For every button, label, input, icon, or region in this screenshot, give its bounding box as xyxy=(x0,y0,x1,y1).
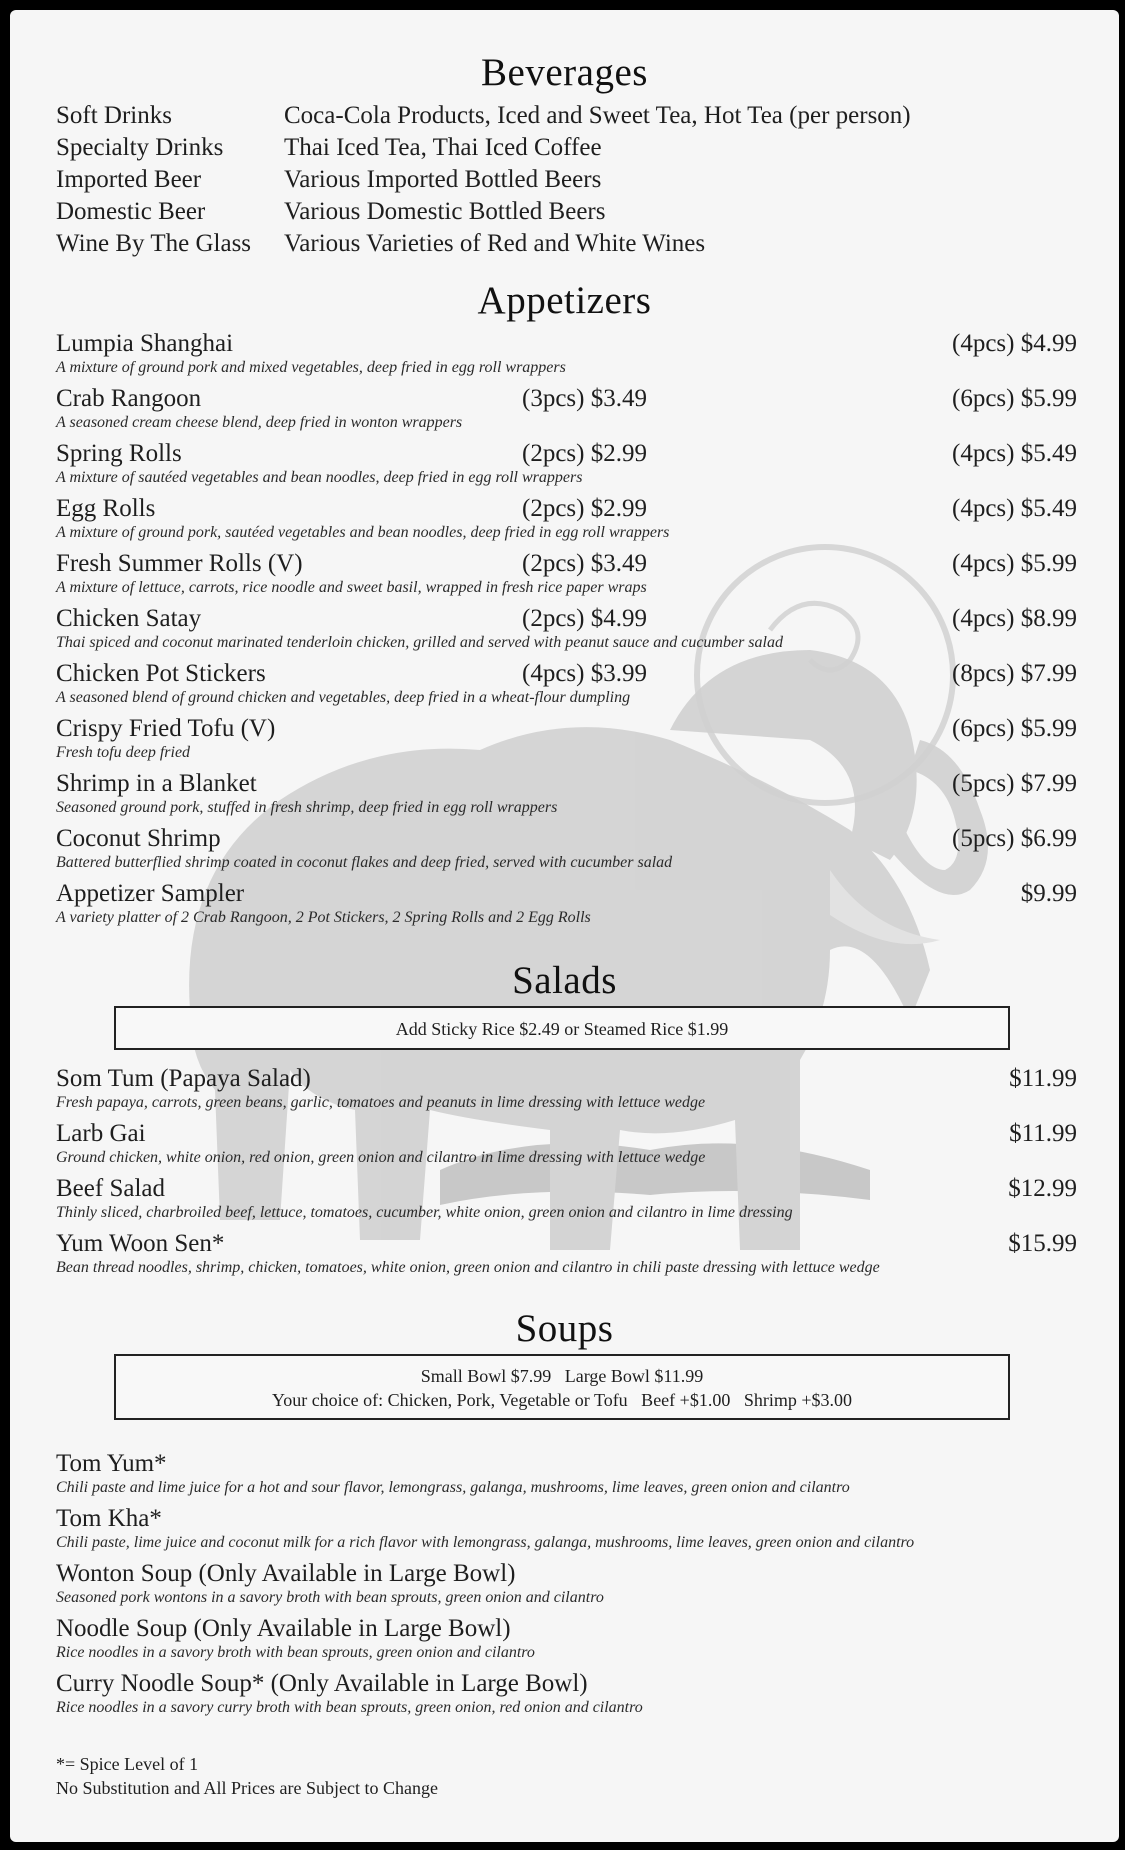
beverage-name: Domestic Beer xyxy=(56,198,206,225)
beverage-row xyxy=(56,134,1066,166)
menu-item xyxy=(56,1065,1077,1120)
beverage-name: Wine By The Glass xyxy=(56,230,252,257)
item-desc: Rice noodles in a savory curry broth with bean sprouts, green onion, red onion and cilantro xyxy=(56,1699,643,1716)
item-price-large: (5pcs) $6.99 xyxy=(952,825,1077,852)
item-name: Egg Rolls xyxy=(56,495,156,522)
item-name: Yum Woon Sen* xyxy=(56,1230,225,1257)
menu-item xyxy=(56,385,1077,440)
beverage-desc: Thai Iced Tea, Thai Iced Coffee xyxy=(284,134,602,161)
beverage-row xyxy=(56,230,1066,262)
item-name: Larb Gai xyxy=(56,1120,146,1147)
menu-item xyxy=(56,605,1077,660)
item-price-large: (4pcs) $5.99 xyxy=(952,550,1077,577)
appetizers-title: Appetizers xyxy=(477,279,652,322)
item-price: $11.99 xyxy=(1009,1065,1077,1092)
salads-title: Salads xyxy=(512,959,617,1002)
item-name: Tom Kha* xyxy=(56,1505,162,1532)
beverage-name: Soft Drinks xyxy=(56,102,172,129)
beverages-title: Beverages xyxy=(481,51,648,94)
item-price-large: (8pcs) $7.99 xyxy=(952,660,1077,687)
item-name: Coconut Shrimp xyxy=(56,825,221,852)
item-name: Wonton Soup (Only Available in Large Bowl) xyxy=(56,1560,516,1587)
item-desc: Chili paste and lime juice for a hot and sour flavor, lemongrass, galanga, mushrooms, lime leaves, green onion and cilantro xyxy=(56,1479,850,1496)
item-price-small: (2pcs) $4.99 xyxy=(522,605,647,632)
beverage-desc: Various Domestic Bottled Beers xyxy=(284,198,606,225)
item-price-small: (2pcs) $2.99 xyxy=(522,440,647,467)
item-price-small: (3pcs) $3.49 xyxy=(522,385,647,412)
item-desc: A seasoned blend of ground chicken and vegetables, deep fried in a wheat-flour dumpling xyxy=(56,689,631,706)
item-desc: A mixture of lettuce, carrots, rice noodle and sweet basil, wrapped in fresh rice paper wraps xyxy=(56,579,647,596)
item-name: Shrimp in a Blanket xyxy=(56,770,257,797)
salads-notice-box xyxy=(114,1006,1010,1050)
item-price-large: $9.99 xyxy=(1020,880,1077,907)
item-price: $11.99 xyxy=(1009,1120,1077,1147)
item-name: Chicken Pot Stickers xyxy=(56,660,266,687)
item-desc: Fresh tofu deep fried xyxy=(56,744,191,761)
item-desc: A variety platter of 2 Crab Rangoon, 2 Pot Stickers, 2 Spring Rolls and 2 Egg Rolls xyxy=(56,909,591,926)
beverage-name: Imported Beer xyxy=(56,166,202,193)
item-desc: A seasoned cream cheese blend, deep fried in wonton wrappers xyxy=(56,414,463,431)
item-desc: Thinly sliced, charbroiled beef, lettuce, tomatoes, cucumber, white onion, green onion and cilantro in lime dressing xyxy=(56,1204,793,1221)
item-desc: Ground chicken, white onion, red onion, green onion and cilantro in lime dressing with lettuce wedge xyxy=(56,1149,706,1166)
menu-item xyxy=(56,825,1077,880)
menu-item xyxy=(56,1230,1077,1285)
item-price-large: (6pcs) $5.99 xyxy=(952,385,1077,412)
menu-item xyxy=(56,770,1077,825)
menu-item xyxy=(56,715,1077,770)
menu-page xyxy=(10,10,1119,1842)
item-price-small: (2pcs) $3.49 xyxy=(522,550,647,577)
menu-item xyxy=(56,660,1077,715)
item-price-large: (4pcs) $5.49 xyxy=(952,440,1077,467)
item-desc: Seasoned ground pork, stuffed in fresh shrimp, deep fried in egg roll wrappers xyxy=(56,799,558,816)
item-name: Som Tum (Papaya Salad) xyxy=(56,1065,311,1092)
soups-notice-sizes: Small Bowl $7.99 Large Bowl $11.99 xyxy=(420,1366,704,1386)
item-price-large: (5pcs) $7.99 xyxy=(952,770,1077,797)
item-desc: A mixture of ground pork, sautéed vegetables and bean noodles, deep fried in egg roll wrappers xyxy=(56,524,670,541)
item-price-large: (4pcs) $5.49 xyxy=(952,495,1077,522)
item-name: Noodle Soup (Only Available in Large Bowl) xyxy=(56,1615,511,1642)
item-desc: Rice noodles in a savory broth with bean sprouts, green onion and cilantro xyxy=(56,1644,535,1661)
item-name: Lumpia Shanghai xyxy=(56,330,234,357)
menu-item xyxy=(56,1505,1077,1560)
item-name: Beef Salad xyxy=(56,1175,165,1202)
item-name: Crab Rangoon xyxy=(56,385,202,412)
item-name: Crispy Fried Tofu (V) xyxy=(56,715,276,742)
item-desc: Battered butterflied shrimp coated in coconut flakes and deep fried, served with cucumber salad xyxy=(56,854,673,871)
item-price-large: (4pcs) $8.99 xyxy=(952,605,1077,632)
item-price-small: (2pcs) $2.99 xyxy=(522,495,647,522)
item-name: Appetizer Sampler xyxy=(56,880,245,907)
beverage-row xyxy=(56,198,1066,230)
menu-item xyxy=(56,1175,1077,1230)
item-name: Chicken Satay xyxy=(56,605,202,632)
beverage-desc: Various Varieties of Red and White Wines xyxy=(284,230,706,257)
item-desc: Thai spiced and coconut marinated tenderloin chicken, grilled and served with peanut sauce and cucumber salad xyxy=(56,634,783,651)
item-desc: Chili paste, lime juice and coconut milk for a rich flavor with lemongrass, galanga, mushrooms, lime leaves, green onion and cilantro xyxy=(56,1534,915,1551)
menu-item xyxy=(56,330,1077,385)
item-name: Curry Noodle Soup* (Only Available in Large Bowl) xyxy=(56,1670,588,1697)
price-disclaimer: No Substitution and All Prices are Subject to Change xyxy=(56,1778,438,1798)
menu-item xyxy=(56,1450,1077,1505)
soups-title: Soups xyxy=(515,1307,614,1350)
item-desc: Bean thread noodles, shrimp, chicken, tomatoes, white onion, green onion and cilantro in chili paste dressing with lettuce wedge xyxy=(56,1259,880,1276)
soups-notice-box xyxy=(114,1354,1010,1420)
salads-notice: Add Sticky Rice $2.49 or Steamed Rice $1.99 xyxy=(395,1019,729,1039)
item-price: $12.99 xyxy=(1008,1175,1077,1202)
menu-item xyxy=(56,1670,1077,1725)
item-name: Spring Rolls xyxy=(56,440,182,467)
item-price-small: (4pcs) $3.99 xyxy=(522,660,647,687)
menu-item xyxy=(56,1615,1077,1670)
beverage-name: Specialty Drinks xyxy=(56,134,224,161)
item-price: $15.99 xyxy=(1008,1230,1077,1257)
item-name: Tom Yum* xyxy=(56,1450,167,1477)
beverage-row xyxy=(56,166,1066,198)
spice-note: *= Spice Level of 1 xyxy=(56,1754,199,1774)
item-desc: Seasoned pork wontons in a savory broth with bean sprouts, green onion and cilantro xyxy=(56,1589,604,1606)
item-price-large: (6pcs) $5.99 xyxy=(952,715,1077,742)
item-desc: A mixture of sautéed vegetables and bean noodles, deep fried in egg roll wrappers xyxy=(56,469,583,486)
beverage-desc: Various Imported Bottled Beers xyxy=(284,166,602,193)
menu-item xyxy=(56,440,1077,495)
menu-item xyxy=(56,495,1077,550)
item-price-large: (4pcs) $4.99 xyxy=(952,330,1077,357)
item-name: Fresh Summer Rolls (V) xyxy=(56,550,303,577)
item-desc: Fresh papaya, carrots, green beans, garlic, tomatoes and peanuts in lime dressing with lettuce wedge xyxy=(56,1094,706,1111)
menu-item xyxy=(56,880,1077,935)
menu-item xyxy=(56,1120,1077,1175)
item-desc: A mixture of ground pork and mixed vegetables, deep fried in egg roll wrappers xyxy=(56,359,566,376)
beverage-row xyxy=(56,102,1066,134)
menu-item xyxy=(56,550,1077,605)
menu-item xyxy=(56,1560,1077,1615)
soups-notice-choices: Your choice of: Chicken, Pork, Vegetable or Tofu Beef +$1.00 Shrimp +$3.00 xyxy=(272,1390,852,1410)
beverage-desc: Coca-Cola Products, Iced and Sweet Tea, Hot Tea (per person) xyxy=(284,102,911,129)
